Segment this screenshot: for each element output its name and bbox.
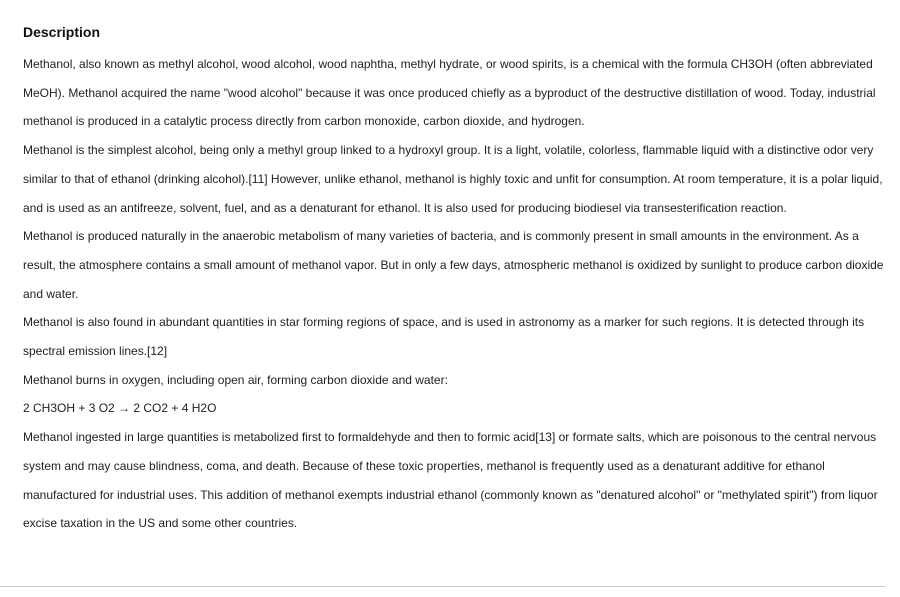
description-body [23, 50, 893, 538]
paragraph-overview: Methanol, also known as methyl alcohol, wood alcohol, wood naphtha, methyl hydrate, or wood spirits, is a chemical with the formula CH3OH (often abbreviated MeOH). Methanol acquired the name "wood alcohol" because it was once produced chiefly as a byproduct of the destructive distillation of wood. Today, industrial methanol is produced in a catalytic process directly from carbon monoxide, carbon dioxide, and hydrogen. [23, 57, 876, 129]
description-section [23, 22, 893, 538]
bottom-divider [0, 586, 885, 587]
combustion-equation: 2 CH3OH + 3 O2 → 2 CO2 + 4 H2O [23, 401, 217, 416]
paragraph-astronomy: Methanol is also found in abundant quantities in star forming regions of space, and is used in astronomy as a marker for such regions. It is detected through its spectral emission lines.[12] [23, 315, 865, 359]
paragraph-toxicity: Methanol ingested in large quantities is metabolized first to formaldehyde and then to formic acid[13] or formate salts, which are poisonous to the central nervous system and may cause blindness, coma, and death. Because of these toxic properties, methanol is frequently used as a denaturant additive for ethanol manufactured for industrial uses. This addition of methanol exempts industrial ethanol (commonly known as "denatured alcohol" or "methylated spirit") from liquor excise taxation in the US and some other countries. [23, 430, 878, 531]
paragraph-natural-occurrence: Methanol is produced naturally in the anaerobic metabolism of many varieties of bacteria, and is commonly present in small amounts in the environment. As a result, the atmosphere contains a small amount of methanol vapor. But in only a few days, atmospheric methanol is oxidized by sunlight to produce carbon dioxide and water. [23, 229, 884, 301]
section-heading: Description [23, 24, 101, 40]
paragraph-properties: Methanol is the simplest alcohol, being only a methyl group linked to a hydroxyl group. It is a light, volatile, colorless, flammable liquid with a distinctive odor very similar to that of ethanol (drinking alcohol).[11] However, unlike ethanol, methanol is highly toxic and unfit for consumption. At room temperature, it is a polar liquid, and is used as an antifreeze, solvent, fuel, and as a denaturant for ethanol. It is also used for producing biodiesel via transesterification reaction. [23, 143, 883, 215]
paragraph-combustion: Methanol burns in oxygen, including open air, forming carbon dioxide and water: [23, 372, 448, 387]
